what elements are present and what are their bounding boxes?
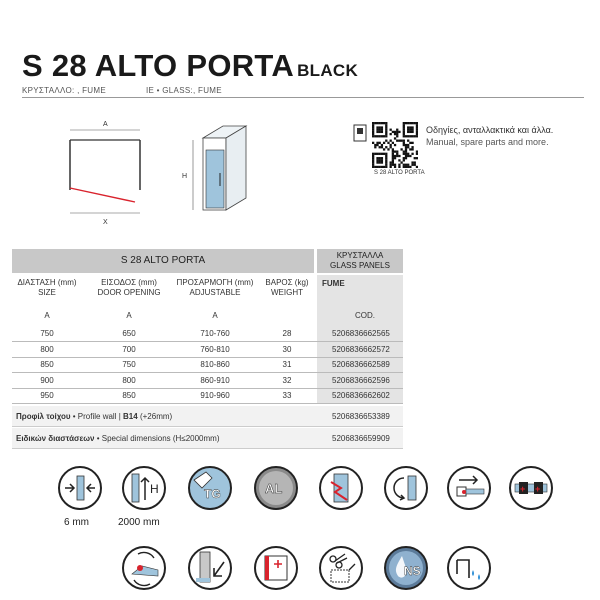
ns-label: NS xyxy=(404,564,421,578)
cell-weight: 33 xyxy=(282,391,292,400)
col-header-door xyxy=(90,278,168,298)
profile-extra: (+26mm) xyxy=(139,412,173,421)
glass-title: ΚΡΥΣΤΑΛΛΑ xyxy=(336,251,384,260)
glass-info-en: IE • GLASS:, FUME xyxy=(145,86,222,95)
cell-size: 900 xyxy=(40,375,54,385)
profile-code: 5206836653389 xyxy=(332,412,390,421)
special-en: • Special dimensions (H≤2000mm) xyxy=(96,434,220,443)
a-label-adj: A xyxy=(212,311,218,320)
floor-fixing-icon xyxy=(188,546,232,590)
glass-info-gr: ΚΡΥΣΤΑΛΛΟ: , FUME xyxy=(22,86,106,95)
table-title: S 28 ALTO PORTA xyxy=(12,249,314,273)
cell-code: 5206836662565 xyxy=(332,329,390,338)
special-gr: Ειδικών διαστάσεων xyxy=(16,434,95,443)
table-row xyxy=(12,373,403,389)
cell-size: 950 xyxy=(40,391,54,400)
label-x: X xyxy=(103,219,108,226)
product-color: BLACK xyxy=(297,61,359,80)
cell-adj: 810-860 xyxy=(200,360,230,369)
product-title xyxy=(22,48,358,84)
qr-text-en: Manual, spare parts and more. xyxy=(426,137,549,147)
cell-size: 800 xyxy=(40,344,54,354)
easy-clean-icon xyxy=(122,546,166,590)
aluminium-icon xyxy=(254,466,298,510)
cell-weight: 28 xyxy=(282,329,292,338)
cell-door: 800 xyxy=(122,375,136,385)
opening-direction-icon xyxy=(447,466,491,510)
a-label-door: A xyxy=(126,311,132,320)
scan-icon xyxy=(353,124,367,142)
nano-coating-icon xyxy=(384,546,428,590)
table-row xyxy=(12,326,403,342)
cell-door: 750 xyxy=(122,360,136,369)
profile-bold: B14 xyxy=(123,412,138,421)
cell-weight: 31 xyxy=(282,360,292,369)
col-header-size xyxy=(12,278,82,298)
qr-caption: S 28 ALTO PORTA xyxy=(374,170,425,176)
product-name: S 28 ALTO PORTA xyxy=(22,48,295,83)
height-icon xyxy=(122,466,166,510)
cell-adj: 710-760 xyxy=(200,329,230,338)
cell-door: 850 xyxy=(122,391,136,400)
cell-adj: 860-910 xyxy=(200,375,230,385)
door-glass-panel xyxy=(206,150,224,208)
cell-weight: 30 xyxy=(282,344,292,354)
col-door-en: DOOR OPENING xyxy=(97,288,161,297)
cut-to-size-icon xyxy=(319,546,363,590)
tempered-glass-icon xyxy=(188,466,232,510)
qr-text xyxy=(426,124,553,148)
cell-adj: 760-810 xyxy=(200,344,230,354)
glass-thickness-icon xyxy=(58,466,102,510)
hinge-icon xyxy=(319,466,363,510)
profile-en: • Profile wall | xyxy=(72,412,121,421)
header-rule xyxy=(22,97,584,98)
thickness-caption: 6 mm xyxy=(64,517,89,528)
cell-door: 700 xyxy=(122,344,136,354)
adjustable-profile-icon xyxy=(254,546,298,590)
cell-code: 5206836662589 xyxy=(332,360,390,369)
col-adj-en: ADJUSTABLE xyxy=(189,288,241,297)
profile-wall-row xyxy=(12,406,403,427)
glass-subtitle: GLASS PANELS xyxy=(330,261,390,270)
table-row xyxy=(12,342,403,358)
cell-size: 850 xyxy=(40,360,54,369)
table-row xyxy=(12,357,403,373)
cell-code: 5206836662602 xyxy=(332,391,390,400)
qr-code[interactable] xyxy=(372,122,418,168)
col-door-gr: ΕΙΣΟΔΟΣ (mm) xyxy=(101,278,157,287)
al-label: AL xyxy=(265,481,283,496)
special-dimensions-row xyxy=(12,428,403,449)
label-h: H xyxy=(182,173,188,180)
cell-weight: 32 xyxy=(282,375,292,385)
col-adj-gr: ΠΡΟΣΑΡΜΟΓΗ (mm) xyxy=(176,278,254,287)
col-size-gr: ΔΙΑΣΤΑΣΗ (mm) xyxy=(17,278,77,287)
col-header-adj xyxy=(170,278,260,298)
a-label-size: A xyxy=(44,311,50,320)
label-a: A xyxy=(103,121,108,128)
qr-text-gr: Οδηγίες, ανταλλακτικά και άλλα. xyxy=(426,125,554,135)
tg-label: TG xyxy=(204,487,221,501)
cod-label: COD. xyxy=(355,311,375,320)
col-weight-en: WEIGHT xyxy=(271,288,303,297)
magnetic-profile-icon xyxy=(509,466,553,510)
reversible-icon xyxy=(384,466,428,510)
height-caption: 2000 mm xyxy=(118,517,160,528)
cell-size: 750 xyxy=(40,329,54,338)
fume-label: FUME xyxy=(322,279,345,288)
col-weight-gr: ΒΑΡΟΣ (kg) xyxy=(265,278,309,287)
height-letter: H xyxy=(150,482,159,496)
cell-code: 5206836662596 xyxy=(332,375,390,385)
plan-drawing xyxy=(60,118,150,228)
svg-text:+: + xyxy=(535,484,541,494)
elevation-drawing xyxy=(178,118,258,218)
cell-door: 650 xyxy=(122,329,136,338)
cell-code: 5206836662572 xyxy=(332,344,390,354)
table-row xyxy=(12,388,403,404)
col-header-weight xyxy=(262,278,312,298)
col-size-en: SIZE xyxy=(38,288,56,297)
glass-panels-header xyxy=(317,249,403,273)
special-code: 5206836659909 xyxy=(332,434,390,443)
profile-gr: Προφίλ τοίχου xyxy=(16,412,71,421)
svg-text:+: + xyxy=(520,484,526,494)
glass-info xyxy=(22,86,262,95)
cell-adj: 910-960 xyxy=(200,391,230,400)
water-drain-icon xyxy=(447,546,491,590)
door-swing-line xyxy=(70,188,135,202)
